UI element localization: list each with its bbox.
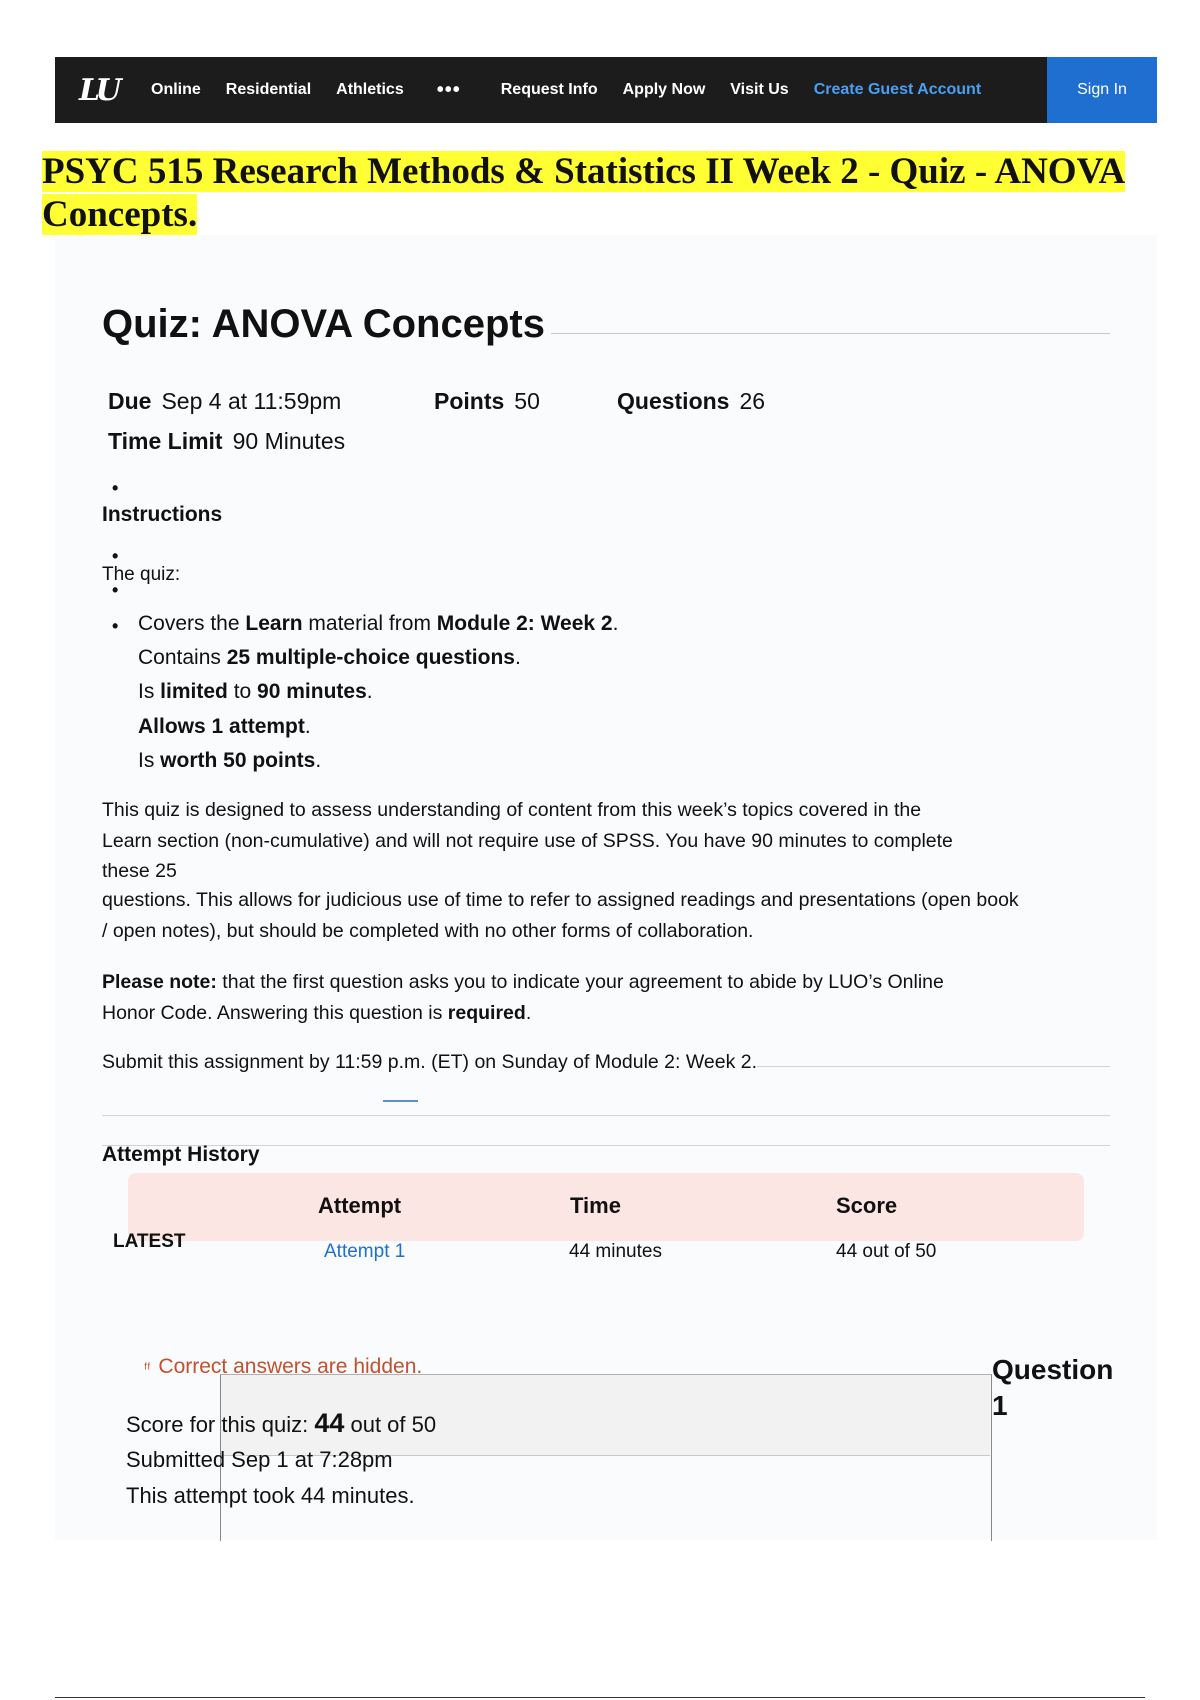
due-value: Sep 4 at 11:59pm [161,388,342,414]
time-limit-value: 90 Minutes [232,428,346,454]
divider [102,1115,1110,1116]
document-title [42,150,1142,236]
page-bottom-rule [55,1697,1145,1698]
latest-badge: LATEST [113,1231,186,1252]
nav-visit-us[interactable]: Visit Us [730,81,789,98]
flag-icon: ᶠᶠ [144,1360,151,1376]
quiz-score: Score for this quiz: 44 out of 50 [126,1408,437,1438]
nav-online[interactable]: Online [151,81,201,98]
attempt-history-heading: Attempt History [102,1143,260,1166]
questions-meta [617,388,765,415]
quiz-lead-text: The quiz: [102,564,181,585]
attempt-1-link[interactable]: Attempt 1 [324,1241,406,1262]
instructions-heading: Instructions [102,503,223,526]
questions-label: Questions [617,388,730,414]
liberty-logo[interactable]: LU [79,72,119,108]
submitted-date: Submitted Sep 1 at 7:28pm [126,1447,393,1472]
bullet-dot: • [112,546,119,566]
points-label: Points [434,388,505,414]
points-meta [434,388,540,415]
create-guest-account-link[interactable]: Create Guest Account [813,81,982,98]
points-value: 50 [514,388,540,414]
list-item: Allows 1 attempt. [138,715,311,738]
list-item: Is limited to 90 minutes. [138,680,373,703]
submit-note: Submit this assignment by 11:59 p.m. (ET) on Sunday of Module 2: Week 2. [102,1051,758,1073]
bullet-dot: • [112,478,119,498]
column-header-time: Time [570,1193,621,1218]
correct-answers-hidden-note: ᶠᶠ Correct answers are hidden. [144,1355,423,1378]
column-header-attempt: Attempt [318,1193,402,1218]
question-1-label: Question 1 [992,1354,1114,1421]
honor-code-note: Please note: that the first question asks you to indicate your agreement to abide by LUO’s Online Honor Code. Answering this question is required. [102,971,944,1024]
tab-indicator [383,1100,418,1102]
time-limit-meta [108,428,345,455]
description-paragraph: This quiz is designed to assess understanding of content from this week’s topics covered in the Learn section (non-cumulative) and will not require use of SPSS. You have 90 minutes to complete these 25 questions. This allows for judicious use of time to refer to assigned readings and presentations (open book / open notes), but should be completed with no other forms of collaboration. [102,799,1019,942]
more-icon[interactable]: ••• [436,78,461,101]
list-item: Covers the Learn material from Module 2: Week 2. [138,612,619,635]
sign-in-button[interactable]: Sign In [1047,57,1157,123]
list-item: Is worth 50 points. [138,749,322,772]
bullet-dot: • [112,580,119,600]
list-item: Contains 25 multiple-choice questions. [138,646,521,669]
attempt-score: 44 out of 50 [836,1241,937,1262]
attempt-duration: This attempt took 44 minutes. [126,1483,415,1508]
bullet-dot: • [112,616,119,636]
nav-residential[interactable]: Residential [225,81,312,98]
nav-request-info[interactable]: Request Info [500,81,598,98]
column-header-score: Score [836,1193,898,1218]
document-title-text: PSYC 515 Research Methods & Statistics II Week 2 - Quiz - ANOVA Concepts. [42,151,1126,235]
questions-value: 26 [739,388,766,414]
nav-athletics[interactable]: Athletics [336,81,404,98]
nav-apply-now[interactable]: Apply Now [622,81,706,98]
top-navbar [55,57,1157,123]
due-meta [108,388,341,415]
quiz-heading: Quiz: ANOVA Concepts [102,302,551,347]
attempt-time: 44 minutes [569,1241,662,1262]
time-limit-label: Time Limit [108,428,223,454]
due-label: Due [108,388,152,414]
